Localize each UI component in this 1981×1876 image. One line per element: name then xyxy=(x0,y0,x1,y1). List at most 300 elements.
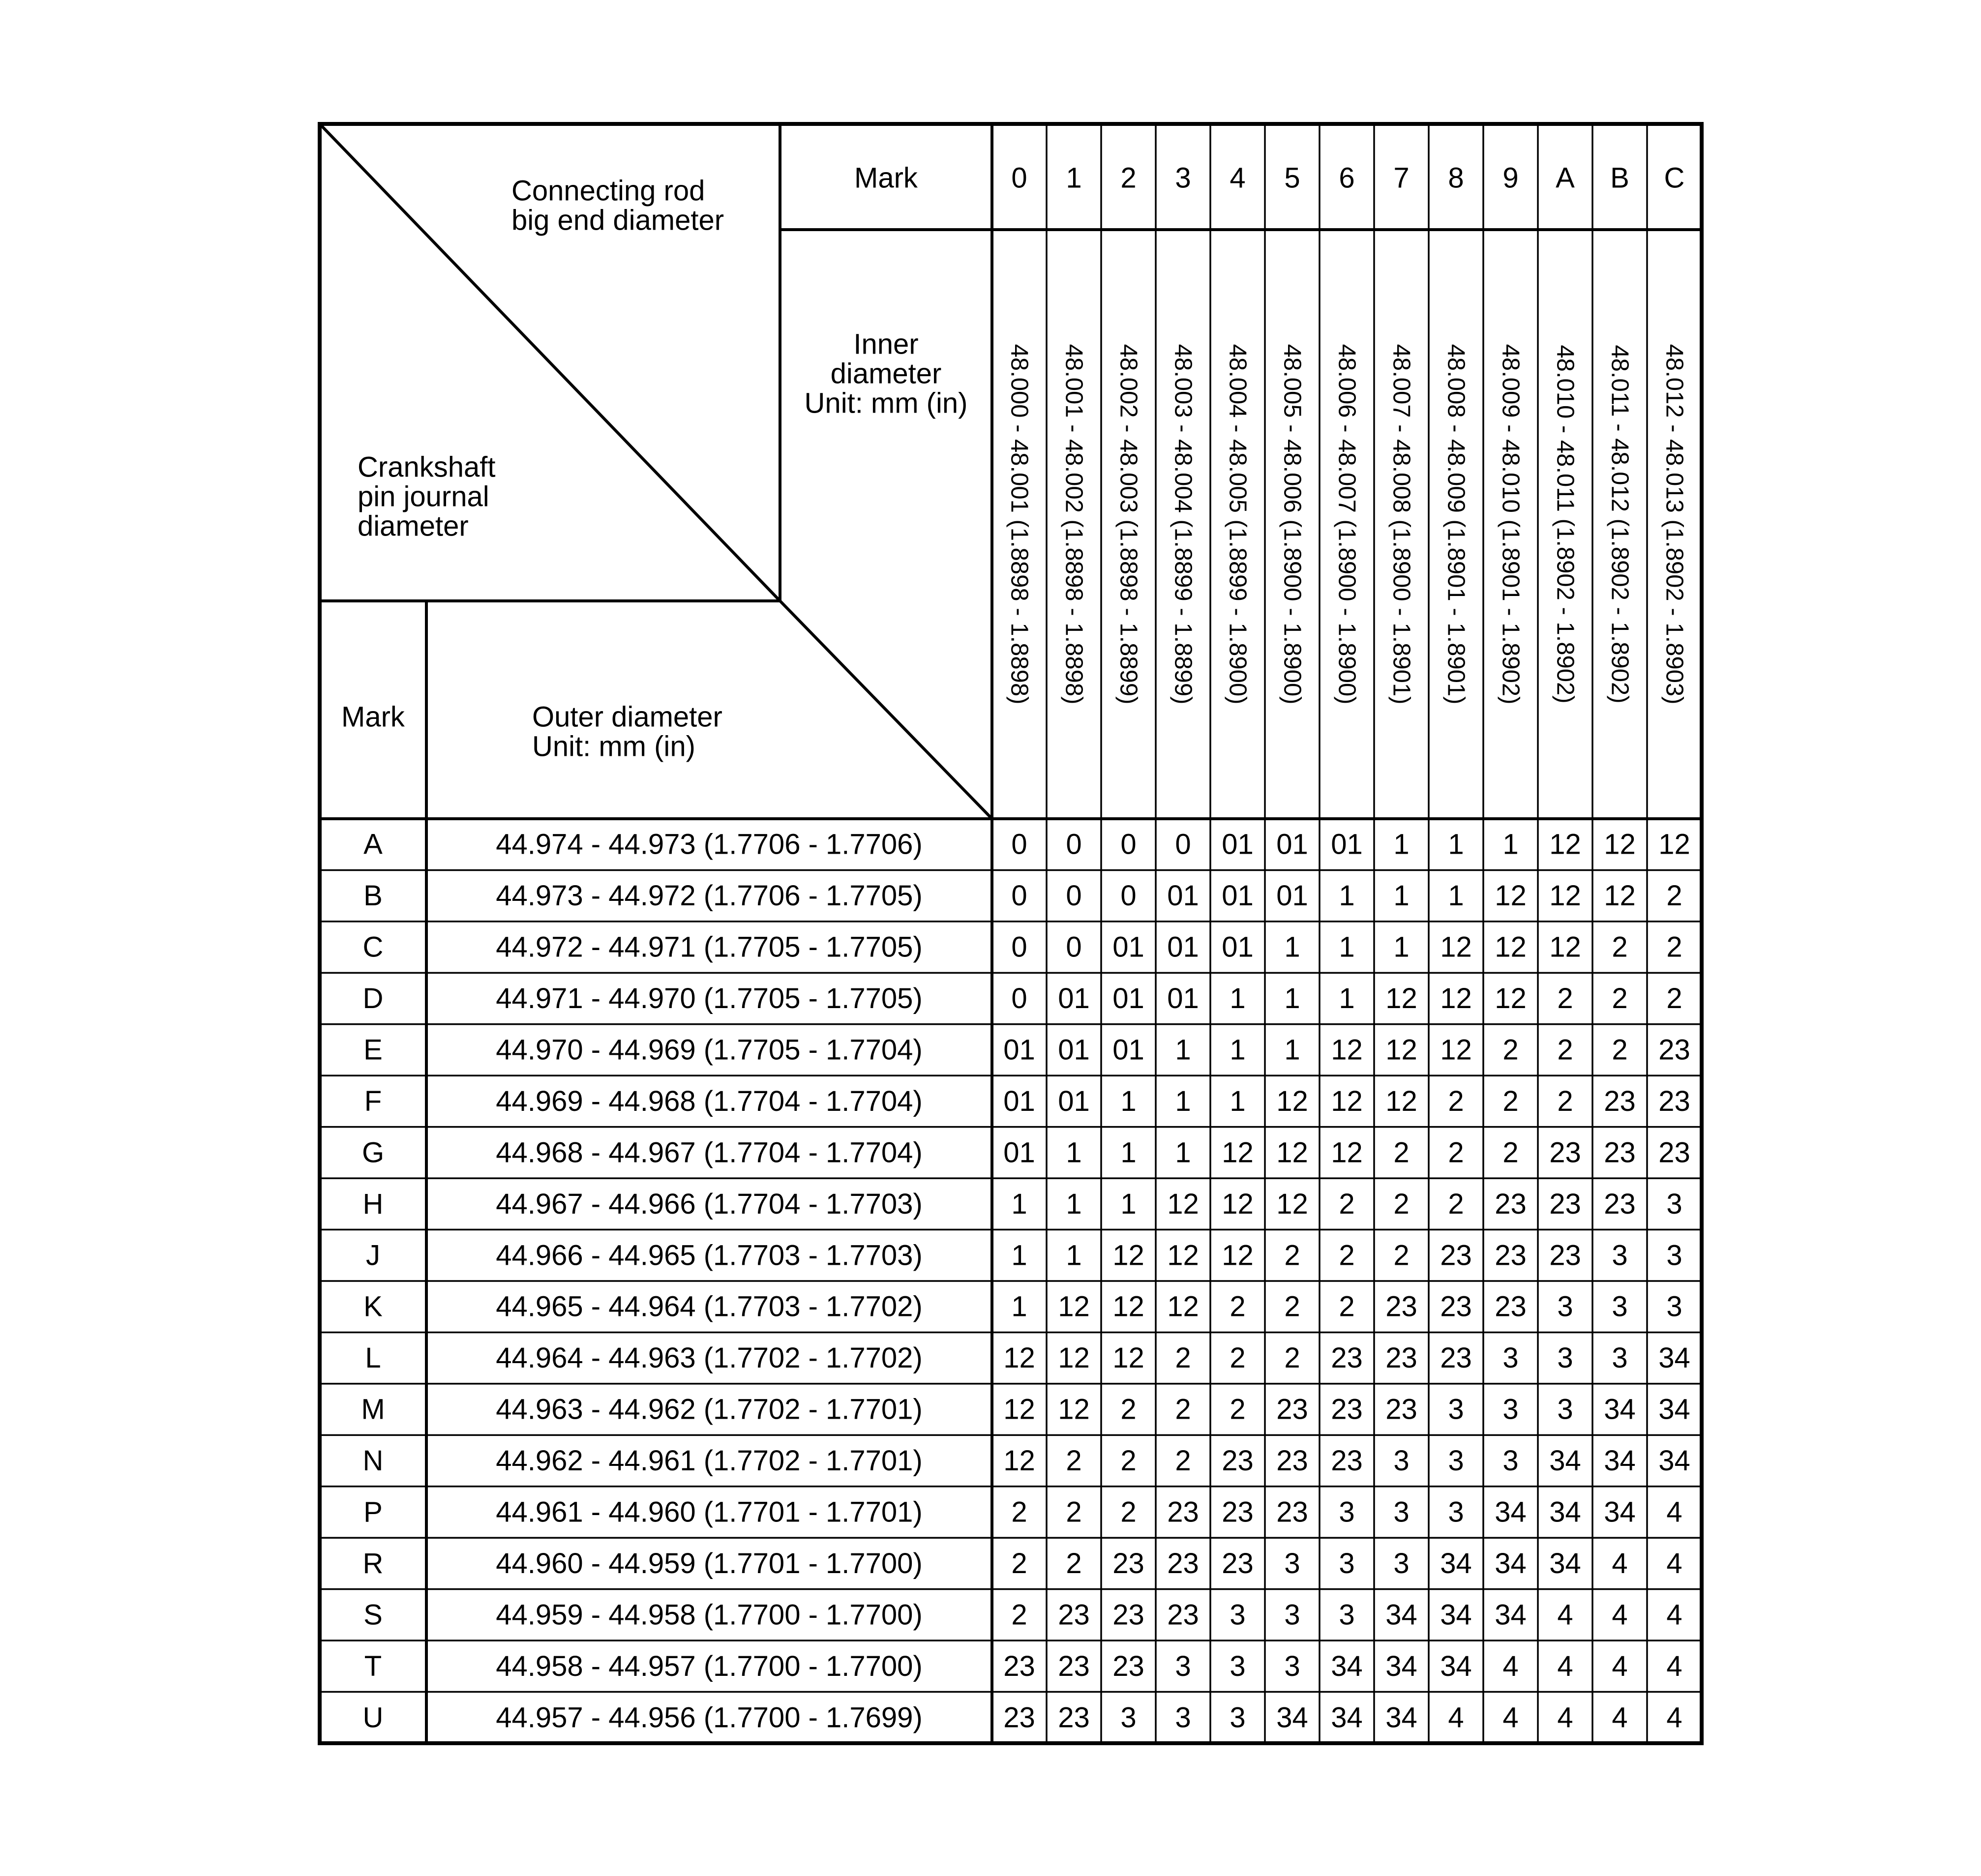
grade-cell: 12 xyxy=(1385,1085,1417,1117)
column-mark: 2 xyxy=(1120,162,1137,194)
grade-cell: 2 xyxy=(1011,1599,1027,1631)
row-outer-diameter: 44.964 - 44.963 (1.7702 - 1.7702) xyxy=(496,1342,923,1374)
column-mark: A xyxy=(1556,162,1575,194)
column-inner-diameter: 48.002 - 48.003 (1.8898 - 1.8899) xyxy=(1115,344,1142,705)
grade-cell: 2 xyxy=(1557,983,1573,1015)
grade-cell: 2 xyxy=(1393,1136,1410,1169)
grade-cell: 1 xyxy=(1175,1085,1191,1117)
grade-cell: 3 xyxy=(1120,1701,1137,1734)
crankshaft-label: Crankshaft xyxy=(358,451,496,483)
column-inner-diameter: 48.009 - 48.010 (1.8901 - 1.8902) xyxy=(1497,344,1524,705)
grade-cell: 1 xyxy=(1120,1188,1137,1220)
grade-cell: 2 xyxy=(1612,931,1628,963)
grade-cell: 4 xyxy=(1666,1599,1682,1631)
row-outer-diameter: 44.974 - 44.973 (1.7706 - 1.7706) xyxy=(496,828,923,861)
grade-cell: 4 xyxy=(1502,1701,1519,1734)
grade-cell: 4 xyxy=(1502,1650,1519,1682)
grade-cell: 01 xyxy=(1222,931,1254,963)
grade-cell: 3 xyxy=(1448,1445,1464,1477)
grade-cell: 23 xyxy=(1604,1085,1636,1117)
grade-cell: 23 xyxy=(1003,1701,1035,1734)
grade-cell: 34 xyxy=(1604,1445,1636,1477)
grade-cell: 1 xyxy=(1011,1239,1027,1272)
grade-cell: 01 xyxy=(1167,880,1199,912)
grade-cell: 12 xyxy=(1385,983,1417,1015)
grade-cell: 23 xyxy=(1167,1547,1199,1579)
column-mark: 5 xyxy=(1284,162,1300,194)
column-inner-diameter: 48.010 - 48.011 (1.8902 - 1.8902) xyxy=(1552,345,1579,704)
grade-cell: 23 xyxy=(1658,1136,1690,1169)
grade-cell: 12 xyxy=(1222,1239,1254,1272)
inner-diameter-label: diameter xyxy=(830,357,942,390)
grade-cell: 1 xyxy=(1120,1136,1137,1169)
grade-cell: 23 xyxy=(1222,1496,1254,1528)
grade-cell: 23 xyxy=(1604,1188,1636,1220)
outer-diameter-label: Outer diameter xyxy=(532,701,722,733)
grade-cell: 34 xyxy=(1440,1599,1472,1631)
grade-cell: 12 xyxy=(1658,828,1690,861)
grade-cell: 12 xyxy=(1003,1445,1035,1477)
grade-cell: 2 xyxy=(1666,880,1682,912)
grade-cell: 3 xyxy=(1393,1445,1410,1477)
grade-cell: 23 xyxy=(1112,1547,1144,1579)
grade-cell: 12 xyxy=(1112,1239,1144,1272)
grade-cell: 3 xyxy=(1666,1239,1682,1272)
grade-cell: 34 xyxy=(1549,1547,1581,1579)
grade-cell: 2 xyxy=(1339,1239,1355,1272)
grade-cell: 1 xyxy=(1175,1136,1191,1169)
grade-cell: 3 xyxy=(1612,1239,1628,1272)
grade-cell: 3 xyxy=(1230,1650,1246,1682)
grade-cell: 01 xyxy=(1003,1136,1035,1169)
grade-cell: 34 xyxy=(1495,1496,1527,1528)
grade-cell: 1 xyxy=(1393,880,1410,912)
grade-cell: 34 xyxy=(1385,1701,1417,1734)
grade-cell: 12 xyxy=(1440,1034,1472,1066)
grade-cell: 23 xyxy=(1112,1599,1144,1631)
grade-cell: 4 xyxy=(1557,1650,1573,1682)
grade-cell: 23 xyxy=(1058,1701,1090,1734)
row-mark: U xyxy=(362,1701,384,1734)
grade-cell: 1 xyxy=(1230,1034,1246,1066)
row-mark: P xyxy=(363,1496,383,1528)
grade-cell: 2 xyxy=(1230,1290,1246,1323)
grade-cell: 23 xyxy=(1331,1393,1363,1426)
crankshaft-label: pin journal xyxy=(358,480,489,513)
grade-cell: 2 xyxy=(1339,1188,1355,1220)
grade-cell: 23 xyxy=(1112,1650,1144,1682)
grade-cell: 23 xyxy=(1276,1496,1308,1528)
row-mark: M xyxy=(361,1393,385,1426)
grade-cell: 34 xyxy=(1658,1342,1690,1374)
grade-cell: 3 xyxy=(1557,1342,1573,1374)
grade-cell: 01 xyxy=(1222,828,1254,861)
grade-cell: 34 xyxy=(1385,1650,1417,1682)
grade-cell: 23 xyxy=(1440,1342,1472,1374)
grade-cell: 2 xyxy=(1612,983,1628,1015)
grade-cell: 2 xyxy=(1448,1188,1464,1220)
grade-cell: 0 xyxy=(1120,828,1137,861)
grade-cell: 34 xyxy=(1276,1701,1308,1734)
grade-cell: 01 xyxy=(1112,931,1144,963)
column-mark: 6 xyxy=(1339,162,1355,194)
grade-cell: 0 xyxy=(1066,828,1082,861)
row-mark: B xyxy=(363,880,383,912)
row-outer-diameter: 44.963 - 44.962 (1.7702 - 1.7701) xyxy=(496,1393,923,1426)
row-mark: G xyxy=(361,1136,385,1169)
row-outer-diameter: 44.968 - 44.967 (1.7704 - 1.7704) xyxy=(496,1136,923,1169)
row-mark: D xyxy=(362,983,384,1015)
grade-cell: 2 xyxy=(1066,1445,1082,1477)
grade-cell: 12 xyxy=(1331,1136,1363,1169)
grade-cell: 3 xyxy=(1175,1701,1191,1734)
row-outer-diameter: 44.960 - 44.959 (1.7701 - 1.7700) xyxy=(496,1547,923,1579)
grade-cell: 4 xyxy=(1612,1547,1628,1579)
grade-cell: 0 xyxy=(1066,931,1082,963)
grade-cell: 34 xyxy=(1331,1650,1363,1682)
row-mark: F xyxy=(364,1085,382,1117)
grade-cell: 01 xyxy=(1112,1034,1144,1066)
grade-cell: 0 xyxy=(1011,931,1027,963)
row-outer-diameter: 44.957 - 44.956 (1.7700 - 1.7699) xyxy=(496,1701,923,1734)
row-mark: J xyxy=(366,1239,380,1272)
column-mark: 9 xyxy=(1502,162,1519,194)
grade-cell: 2 xyxy=(1448,1085,1464,1117)
grade-cell: 3 xyxy=(1448,1496,1464,1528)
grade-cell: 12 xyxy=(1549,828,1581,861)
grade-cell: 12 xyxy=(1495,880,1527,912)
grade-cell: 12 xyxy=(1276,1085,1308,1117)
grade-cell: 23 xyxy=(1495,1290,1527,1323)
grade-cell: 4 xyxy=(1612,1599,1628,1631)
grade-cell: 23 xyxy=(1167,1599,1199,1631)
grade-cell: 12 xyxy=(1549,880,1581,912)
grade-cell: 3 xyxy=(1448,1393,1464,1426)
grade-cell: 34 xyxy=(1440,1547,1472,1579)
grade-cell: 4 xyxy=(1557,1701,1573,1734)
row-outer-diameter: 44.973 - 44.972 (1.7706 - 1.7705) xyxy=(496,880,923,912)
grade-cell: 01 xyxy=(1058,1085,1090,1117)
grade-cell: 1 xyxy=(1066,1239,1082,1272)
grade-cell: 3 xyxy=(1339,1496,1355,1528)
grade-cell: 2 xyxy=(1175,1445,1191,1477)
grade-cell: 1 xyxy=(1339,880,1355,912)
grade-cell: 34 xyxy=(1604,1496,1636,1528)
grade-cell: 01 xyxy=(1003,1085,1035,1117)
column-inner-diameter: 48.008 - 48.009 (1.8901 - 1.8901) xyxy=(1442,344,1470,705)
grade-cell: 12 xyxy=(1495,931,1527,963)
row-outer-diameter: 44.959 - 44.958 (1.7700 - 1.7700) xyxy=(496,1599,923,1631)
grade-cell: 2 xyxy=(1120,1496,1137,1528)
grade-cell: 4 xyxy=(1666,1547,1682,1579)
grade-cell: 12 xyxy=(1440,983,1472,1015)
grade-cell: 12 xyxy=(1276,1136,1308,1169)
row-mark: S xyxy=(363,1599,383,1631)
grade-cell: 01 xyxy=(1112,983,1144,1015)
grade-cell: 12 xyxy=(1058,1393,1090,1426)
row-mark: C xyxy=(362,931,384,963)
row-outer-diameter: 44.966 - 44.965 (1.7703 - 1.7703) xyxy=(496,1239,923,1272)
grade-cell: 12 xyxy=(1440,931,1472,963)
grade-cell: 0 xyxy=(1120,880,1137,912)
grade-cell: 12 xyxy=(1003,1393,1035,1426)
grade-cell: 23 xyxy=(1549,1188,1581,1220)
grade-cell: 23 xyxy=(1058,1599,1090,1631)
grade-cell: 3 xyxy=(1393,1496,1410,1528)
inner-diameter-label: Inner xyxy=(853,328,919,360)
column-inner-diameter: 48.003 - 48.004 (1.8899 - 1.8899) xyxy=(1170,344,1197,705)
grade-cell: 34 xyxy=(1604,1393,1636,1426)
column-mark: C xyxy=(1664,162,1685,194)
grade-cell: 1 xyxy=(1284,983,1300,1015)
grade-cell: 4 xyxy=(1448,1701,1464,1734)
grade-cell: 1 xyxy=(1502,828,1519,861)
grade-cell: 2 xyxy=(1393,1188,1410,1220)
grade-cell: 12 xyxy=(1058,1342,1090,1374)
grade-cell: 3 xyxy=(1502,1445,1519,1477)
grade-cell: 3 xyxy=(1339,1599,1355,1631)
grade-cell: 01 xyxy=(1276,828,1308,861)
column-inner-diameter: 48.011 - 48.012 (1.8902 - 1.8902) xyxy=(1606,345,1633,704)
grade-cell: 23 xyxy=(1276,1393,1308,1426)
grade-cell: 1 xyxy=(1284,931,1300,963)
grade-cell: 3 xyxy=(1393,1547,1410,1579)
grade-cell: 12 xyxy=(1495,983,1527,1015)
grade-cell: 2 xyxy=(1557,1085,1573,1117)
row-mark: H xyxy=(362,1188,384,1220)
grade-cell: 2 xyxy=(1612,1034,1628,1066)
grade-cell: 1 xyxy=(1066,1136,1082,1169)
grade-cell: 1 xyxy=(1120,1085,1137,1117)
grade-cell: 1 xyxy=(1175,1034,1191,1066)
column-inner-diameter: 48.007 - 48.008 (1.8900 - 1.8901) xyxy=(1388,344,1415,705)
grade-cell: 01 xyxy=(1331,828,1363,861)
grade-cell: 1 xyxy=(1393,828,1410,861)
row-outer-diameter: 44.962 - 44.961 (1.7702 - 1.7701) xyxy=(496,1445,923,1477)
grade-cell: 12 xyxy=(1331,1034,1363,1066)
grade-cell: 23 xyxy=(1276,1445,1308,1477)
column-mark: 3 xyxy=(1175,162,1191,194)
grade-cell: 1 xyxy=(1011,1290,1027,1323)
grade-cell: 4 xyxy=(1666,1496,1682,1528)
column-mark: 4 xyxy=(1230,162,1246,194)
grade-cell: 23 xyxy=(1495,1239,1527,1272)
mark-label-left: Mark xyxy=(341,701,405,733)
grade-cell: 0 xyxy=(1011,828,1027,861)
grade-cell: 23 xyxy=(1658,1034,1690,1066)
grade-cell: 23 xyxy=(1385,1393,1417,1426)
grade-cell: 12 xyxy=(1167,1188,1199,1220)
grade-cell: 1 xyxy=(1339,931,1355,963)
grade-cell: 23 xyxy=(1440,1290,1472,1323)
grade-cell: 12 xyxy=(1112,1290,1144,1323)
row-outer-diameter: 44.961 - 44.960 (1.7701 - 1.7701) xyxy=(496,1496,923,1528)
column-inner-diameter: 48.004 - 48.005 (1.8899 - 1.8900) xyxy=(1224,344,1251,705)
grade-cell: 01 xyxy=(1167,983,1199,1015)
grade-cell: 3 xyxy=(1502,1342,1519,1374)
column-inner-diameter: 48.006 - 48.007 (1.8900 - 1.8900) xyxy=(1333,344,1360,705)
grade-cell: 23 xyxy=(1222,1547,1254,1579)
grade-cell: 2 xyxy=(1393,1239,1410,1272)
grade-cell: 2 xyxy=(1066,1547,1082,1579)
grade-cell: 34 xyxy=(1549,1496,1581,1528)
row-mark: N xyxy=(362,1445,384,1477)
grade-cell: 2 xyxy=(1230,1342,1246,1374)
grade-cell: 2 xyxy=(1011,1547,1027,1579)
grade-cell: 1 xyxy=(1066,1188,1082,1220)
grade-cell: 3 xyxy=(1666,1188,1682,1220)
row-mark: T xyxy=(364,1650,382,1682)
grade-cell: 34 xyxy=(1385,1599,1417,1631)
grade-cell: 3 xyxy=(1284,1599,1300,1631)
grade-cell: 2 xyxy=(1120,1393,1137,1426)
grade-cell: 3 xyxy=(1230,1599,1246,1631)
column-inner-diameter: 48.005 - 48.006 (1.8900 - 1.8900) xyxy=(1279,344,1306,705)
row-mark: E xyxy=(363,1034,383,1066)
grade-cell: 2 xyxy=(1066,1496,1082,1528)
grade-cell: 34 xyxy=(1658,1445,1690,1477)
row-outer-diameter: 44.972 - 44.971 (1.7705 - 1.7705) xyxy=(496,931,923,963)
grade-cell: 2 xyxy=(1175,1393,1191,1426)
column-mark: 1 xyxy=(1066,162,1082,194)
grade-cell: 3 xyxy=(1557,1393,1573,1426)
grade-cell: 3 xyxy=(1557,1290,1573,1323)
grade-cell: 12 xyxy=(1604,828,1636,861)
grade-cell: 34 xyxy=(1440,1650,1472,1682)
grade-cell: 2 xyxy=(1666,931,1682,963)
grade-cell: 12 xyxy=(1549,931,1581,963)
grade-cell: 1 xyxy=(1230,983,1246,1015)
grade-cell: 1 xyxy=(1011,1188,1027,1220)
grade-cell: 2 xyxy=(1011,1496,1027,1528)
grade-cell: 12 xyxy=(1222,1188,1254,1220)
crankshaft-label: diameter xyxy=(358,510,469,542)
row-outer-diameter: 44.971 - 44.970 (1.7705 - 1.7705) xyxy=(496,983,923,1015)
grade-cell: 23 xyxy=(1385,1342,1417,1374)
grade-cell: 2 xyxy=(1339,1290,1355,1323)
header-diagonal-lower xyxy=(780,601,992,819)
table-header xyxy=(341,162,967,763)
grade-cell: 12 xyxy=(1112,1342,1144,1374)
grade-cell: 2 xyxy=(1230,1393,1246,1426)
mark-label-top: Mark xyxy=(854,162,918,194)
grade-cell: 12 xyxy=(1385,1034,1417,1066)
grade-cell: 23 xyxy=(1058,1650,1090,1682)
grade-cell: 23 xyxy=(1003,1650,1035,1682)
grade-cell: 01 xyxy=(1167,931,1199,963)
grade-cell: 3 xyxy=(1502,1393,1519,1426)
grade-cell: 12 xyxy=(1058,1290,1090,1323)
grade-cell: 2 xyxy=(1284,1342,1300,1374)
grade-cell: 4 xyxy=(1612,1701,1628,1734)
grade-cell: 2 xyxy=(1502,1034,1519,1066)
grade-cell: 23 xyxy=(1385,1290,1417,1323)
row-outer-diameter: 44.958 - 44.957 (1.7700 - 1.7700) xyxy=(496,1650,923,1682)
grade-cell: 23 xyxy=(1604,1136,1636,1169)
grade-cell: 1 xyxy=(1448,880,1464,912)
grade-cell: 2 xyxy=(1666,983,1682,1015)
connecting-rod-label: Connecting rod xyxy=(511,175,705,207)
row-outer-diameter: 44.965 - 44.964 (1.7703 - 1.7702) xyxy=(496,1290,923,1323)
inner-diameter-label: Unit: mm (in) xyxy=(804,387,968,419)
outer-diameter-label: Unit: mm (in) xyxy=(532,730,695,763)
grade-cell: 23 xyxy=(1440,1239,1472,1272)
grade-cell: 01 xyxy=(1222,880,1254,912)
column-inner-diameter: 48.012 - 48.013 (1.8902 - 1.8903) xyxy=(1661,344,1688,705)
grade-cell: 0 xyxy=(1175,828,1191,861)
grade-cell: 0 xyxy=(1066,880,1082,912)
grade-cell: 4 xyxy=(1557,1599,1573,1631)
grade-cell: 23 xyxy=(1222,1445,1254,1477)
grade-cell: 34 xyxy=(1658,1393,1690,1426)
connecting-rod-label: big end diameter xyxy=(511,204,724,237)
grade-cell: 0 xyxy=(1011,880,1027,912)
grade-cell: 4 xyxy=(1612,1650,1628,1682)
row-outer-diameter: 44.967 - 44.966 (1.7704 - 1.7703) xyxy=(496,1188,923,1220)
grade-cell: 3 xyxy=(1284,1650,1300,1682)
grade-cell: 01 xyxy=(1058,1034,1090,1066)
column-inner-diameter: 48.000 - 48.001 (1.8898 - 1.8898) xyxy=(1006,344,1033,705)
grade-cell: 01 xyxy=(1003,1034,1035,1066)
grade-cell: 3 xyxy=(1666,1290,1682,1323)
grade-cell: 3 xyxy=(1612,1290,1628,1323)
row-mark: R xyxy=(362,1547,384,1579)
grade-cell: 12 xyxy=(1331,1085,1363,1117)
column-mark: 8 xyxy=(1448,162,1464,194)
column-inner-diameter: 48.001 - 48.002 (1.8898 - 1.8898) xyxy=(1060,344,1087,705)
column-mark: 0 xyxy=(1011,162,1027,194)
column-mark: B xyxy=(1610,162,1629,194)
grade-cell: 23 xyxy=(1549,1136,1581,1169)
row-outer-diameter: 44.969 - 44.968 (1.7704 - 1.7704) xyxy=(496,1085,923,1117)
row-mark: L xyxy=(365,1342,381,1374)
grade-cell: 23 xyxy=(1549,1239,1581,1272)
column-mark: 7 xyxy=(1393,162,1410,194)
grade-cell: 4 xyxy=(1666,1701,1682,1734)
row-outer-diameter: 44.970 - 44.969 (1.7705 - 1.7704) xyxy=(496,1034,923,1066)
grade-cell: 12 xyxy=(1222,1136,1254,1169)
row-mark: A xyxy=(363,828,383,861)
grade-cell: 12 xyxy=(1276,1188,1308,1220)
grade-cell: 23 xyxy=(1331,1445,1363,1477)
grade-cell: 2 xyxy=(1120,1445,1137,1477)
grade-cell: 23 xyxy=(1658,1085,1690,1117)
grade-cell: 3 xyxy=(1284,1547,1300,1579)
grade-cell: 1 xyxy=(1393,931,1410,963)
grade-cell: 34 xyxy=(1331,1701,1363,1734)
grade-cell: 34 xyxy=(1549,1445,1581,1477)
grade-cell: 23 xyxy=(1331,1342,1363,1374)
grade-cell: 2 xyxy=(1284,1239,1300,1272)
grade-cell: 3 xyxy=(1175,1650,1191,1682)
grade-cell: 2 xyxy=(1284,1290,1300,1323)
column-headers xyxy=(1006,162,1688,705)
grade-cell: 23 xyxy=(1495,1188,1527,1220)
grade-cell: 12 xyxy=(1003,1342,1035,1374)
grade-cell: 3 xyxy=(1339,1547,1355,1579)
grade-cell: 1 xyxy=(1230,1085,1246,1117)
grade-cell: 01 xyxy=(1058,983,1090,1015)
row-mark: K xyxy=(363,1290,383,1323)
grade-cell: 3 xyxy=(1612,1342,1628,1374)
grade-cell: 0 xyxy=(1011,983,1027,1015)
grade-cell: 12 xyxy=(1167,1290,1199,1323)
grade-cell: 34 xyxy=(1495,1599,1527,1631)
grade-cell: 3 xyxy=(1230,1701,1246,1734)
grade-cell: 2 xyxy=(1175,1342,1191,1374)
grade-cell: 2 xyxy=(1502,1085,1519,1117)
grade-cell: 1 xyxy=(1448,828,1464,861)
